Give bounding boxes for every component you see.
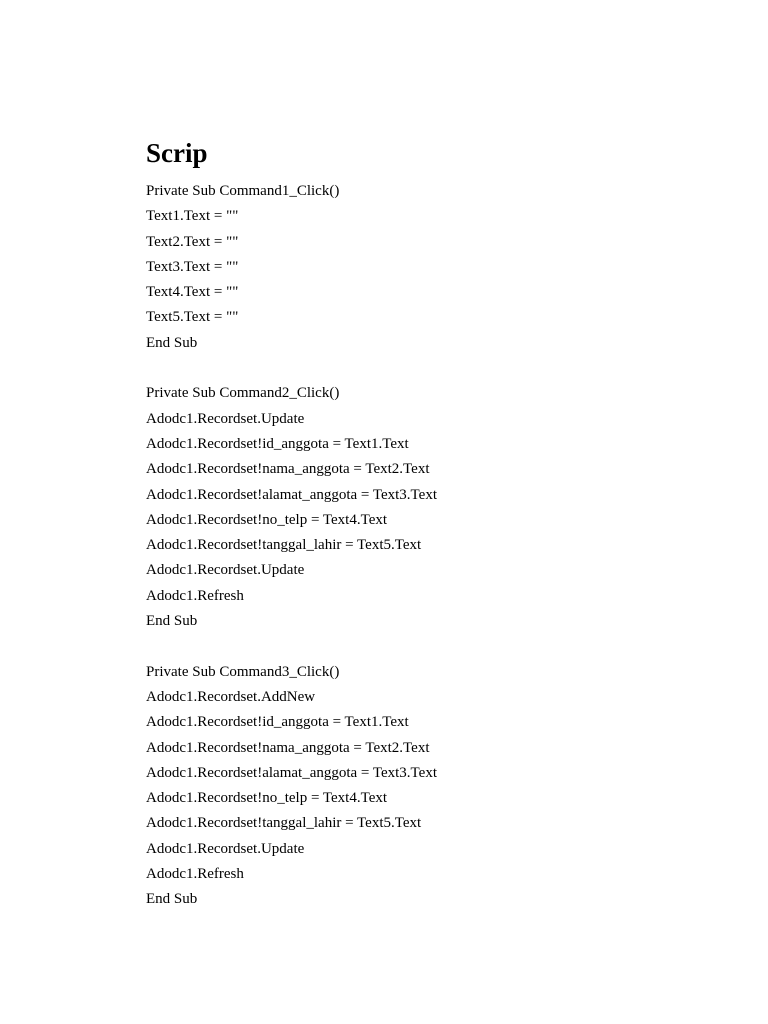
- code-line: Text2.Text = "": [146, 233, 239, 250]
- document-page: [146, 136, 706, 913]
- code-line: Text4.Text = "": [146, 284, 239, 301]
- code-line: Adodc1.Refresh: [146, 866, 244, 883]
- page-title: Scrip: [146, 138, 208, 168]
- code-line: Adodc1.Refresh: [146, 587, 244, 604]
- code-line: Adodc1.Recordset!id_anggota = Text1.Text: [146, 714, 409, 731]
- code-line: Text5.Text = "": [146, 309, 239, 326]
- code-line: End Sub: [146, 334, 198, 351]
- code-line: Adodc1.Recordset!tanggal_lahir = Text5.Text: [146, 537, 422, 554]
- code-line: Adodc1.Recordset!alamat_anggota = Text3.Text: [146, 486, 437, 503]
- code-line: Adodc1.Recordset!no_telp = Text4.Text: [146, 511, 388, 528]
- code-line: Private Sub Command3_Click(): [146, 663, 340, 680]
- code-line: Adodc1.Recordset!no_telp = Text4.Text: [146, 790, 388, 807]
- code-line: Private Sub Command2_Click(): [146, 385, 340, 402]
- code-line: Text1.Text = "": [146, 208, 239, 225]
- code-line: Adodc1.Recordset.Update: [146, 410, 305, 427]
- code-block-command3: [146, 660, 706, 913]
- code-line: Adodc1.Recordset.Update: [146, 562, 305, 579]
- code-line: Adodc1.Recordset!id_anggota = Text1.Text: [146, 435, 409, 452]
- code-line: Adodc1.Recordset.Update: [146, 840, 305, 857]
- code-block-command2: [146, 381, 706, 634]
- code-line: Adodc1.Recordset!tanggal_lahir = Text5.Text: [146, 815, 422, 832]
- code-line: End Sub: [146, 613, 198, 630]
- code-line: End Sub: [146, 891, 198, 908]
- code-line: Adodc1.Recordset!nama_anggota = Text2.Text: [146, 461, 430, 478]
- code-line: Adodc1.Recordset.AddNew: [146, 688, 316, 705]
- code-line: Text3.Text = "": [146, 258, 239, 275]
- code-line: Private Sub Command1_Click(): [146, 183, 340, 199]
- code-line: Adodc1.Recordset!nama_anggota = Text2.Text: [146, 739, 430, 756]
- code-line: Adodc1.Recordset!alamat_anggota = Text3.Text: [146, 764, 437, 781]
- code-block-command1: [146, 179, 706, 356]
